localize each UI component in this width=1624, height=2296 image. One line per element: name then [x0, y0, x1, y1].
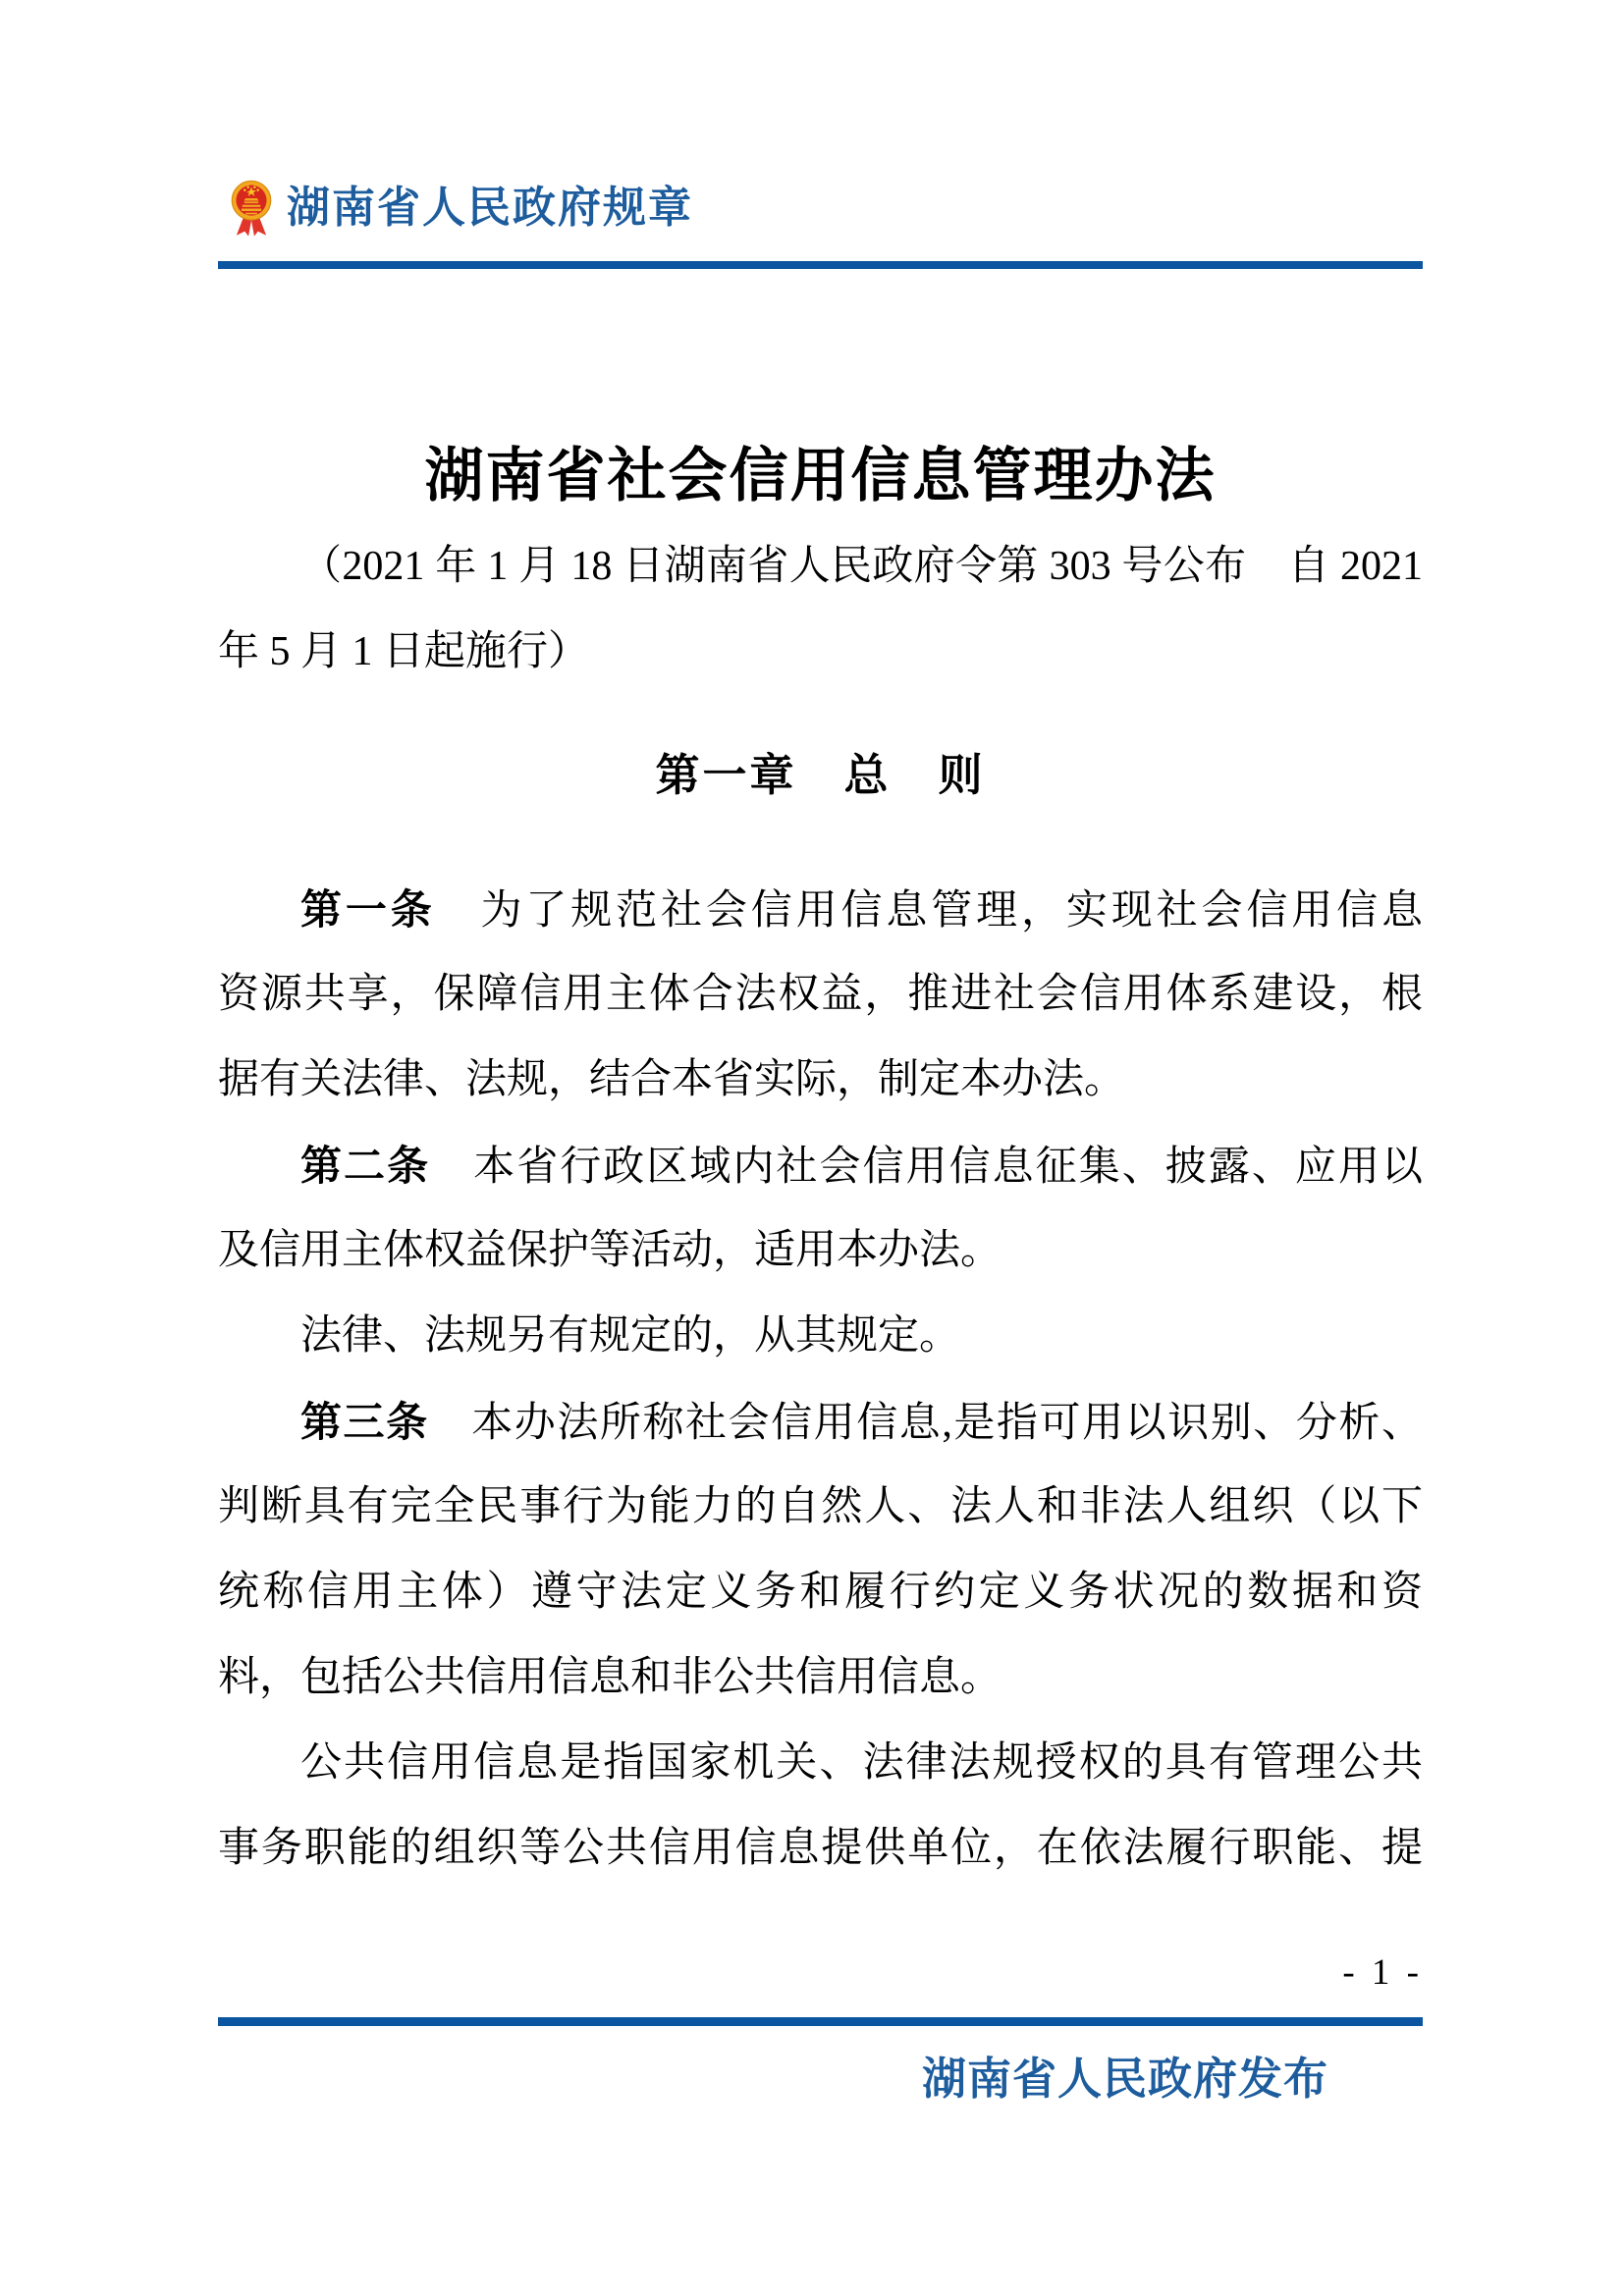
- header-rule: [218, 261, 1423, 269]
- article-number: 第三条: [300, 1399, 429, 1445]
- china-national-emblem-icon: [226, 178, 277, 240]
- text-line: 资源共享，保障信用主体合法权益，推进社会信用体系建设，根: [218, 972, 1423, 1017]
- page-number: - 1 -: [1342, 1952, 1423, 1993]
- header-agency-label: 湖南省人民政府规章: [287, 184, 693, 232]
- text-line: 统称信用主体）遵守法定义务和履行约定义务状况的数据和资: [218, 1570, 1423, 1615]
- text-line: 法律、法规另有规定的，从其规定。: [300, 1313, 961, 1359]
- text-line: 料，包括公共信用信息和非公共信用信息。: [218, 1655, 1002, 1700]
- text-line: 第二条 本省行政区域内社会信用信息征集、披露、应用以: [300, 1143, 1423, 1190]
- article-body: [218, 867, 1423, 1892]
- text-line: （2021 年 1 月 18 日湖南省人民政府令第 303 号公布 自 2021: [300, 544, 1423, 589]
- document-title: 湖南省社会信用信息管理办法: [424, 444, 1217, 508]
- footer-rule: [218, 2017, 1423, 2026]
- publisher-label: 湖南省人民政府发布: [921, 2055, 1328, 2104]
- text-line: 事务职能的组织等公共信用信息提供单位，在依法履行职能、提: [218, 1826, 1423, 1871]
- text-line: 及信用主体权益保护等活动，适用本办法。: [218, 1228, 1002, 1273]
- text-line: 据有关法律、法规，结合本省实际，制定本办法。: [218, 1057, 1126, 1102]
- text-line: 第三条 本办法所称社会信用信息,是指可用以识别、分析、: [300, 1399, 1423, 1446]
- promulgation-note: [218, 526, 1423, 697]
- text-line: 第一条 为了规范社会信用信息管理，实现社会信用信息: [300, 886, 1423, 934]
- article-number: 第一条: [300, 886, 436, 933]
- text-line: 年 5 月 1 日起施行）: [218, 629, 590, 674]
- chapter-heading: 第一章 总 则: [655, 750, 986, 800]
- text-line: 判断具有完全民事行为能力的自然人、法人和非法人组织（以下: [218, 1484, 1423, 1529]
- text-line: 公共信用信息是指国家机关、法律法规授权的具有管理公共: [300, 1740, 1423, 1786]
- article-number: 第二条: [300, 1143, 431, 1189]
